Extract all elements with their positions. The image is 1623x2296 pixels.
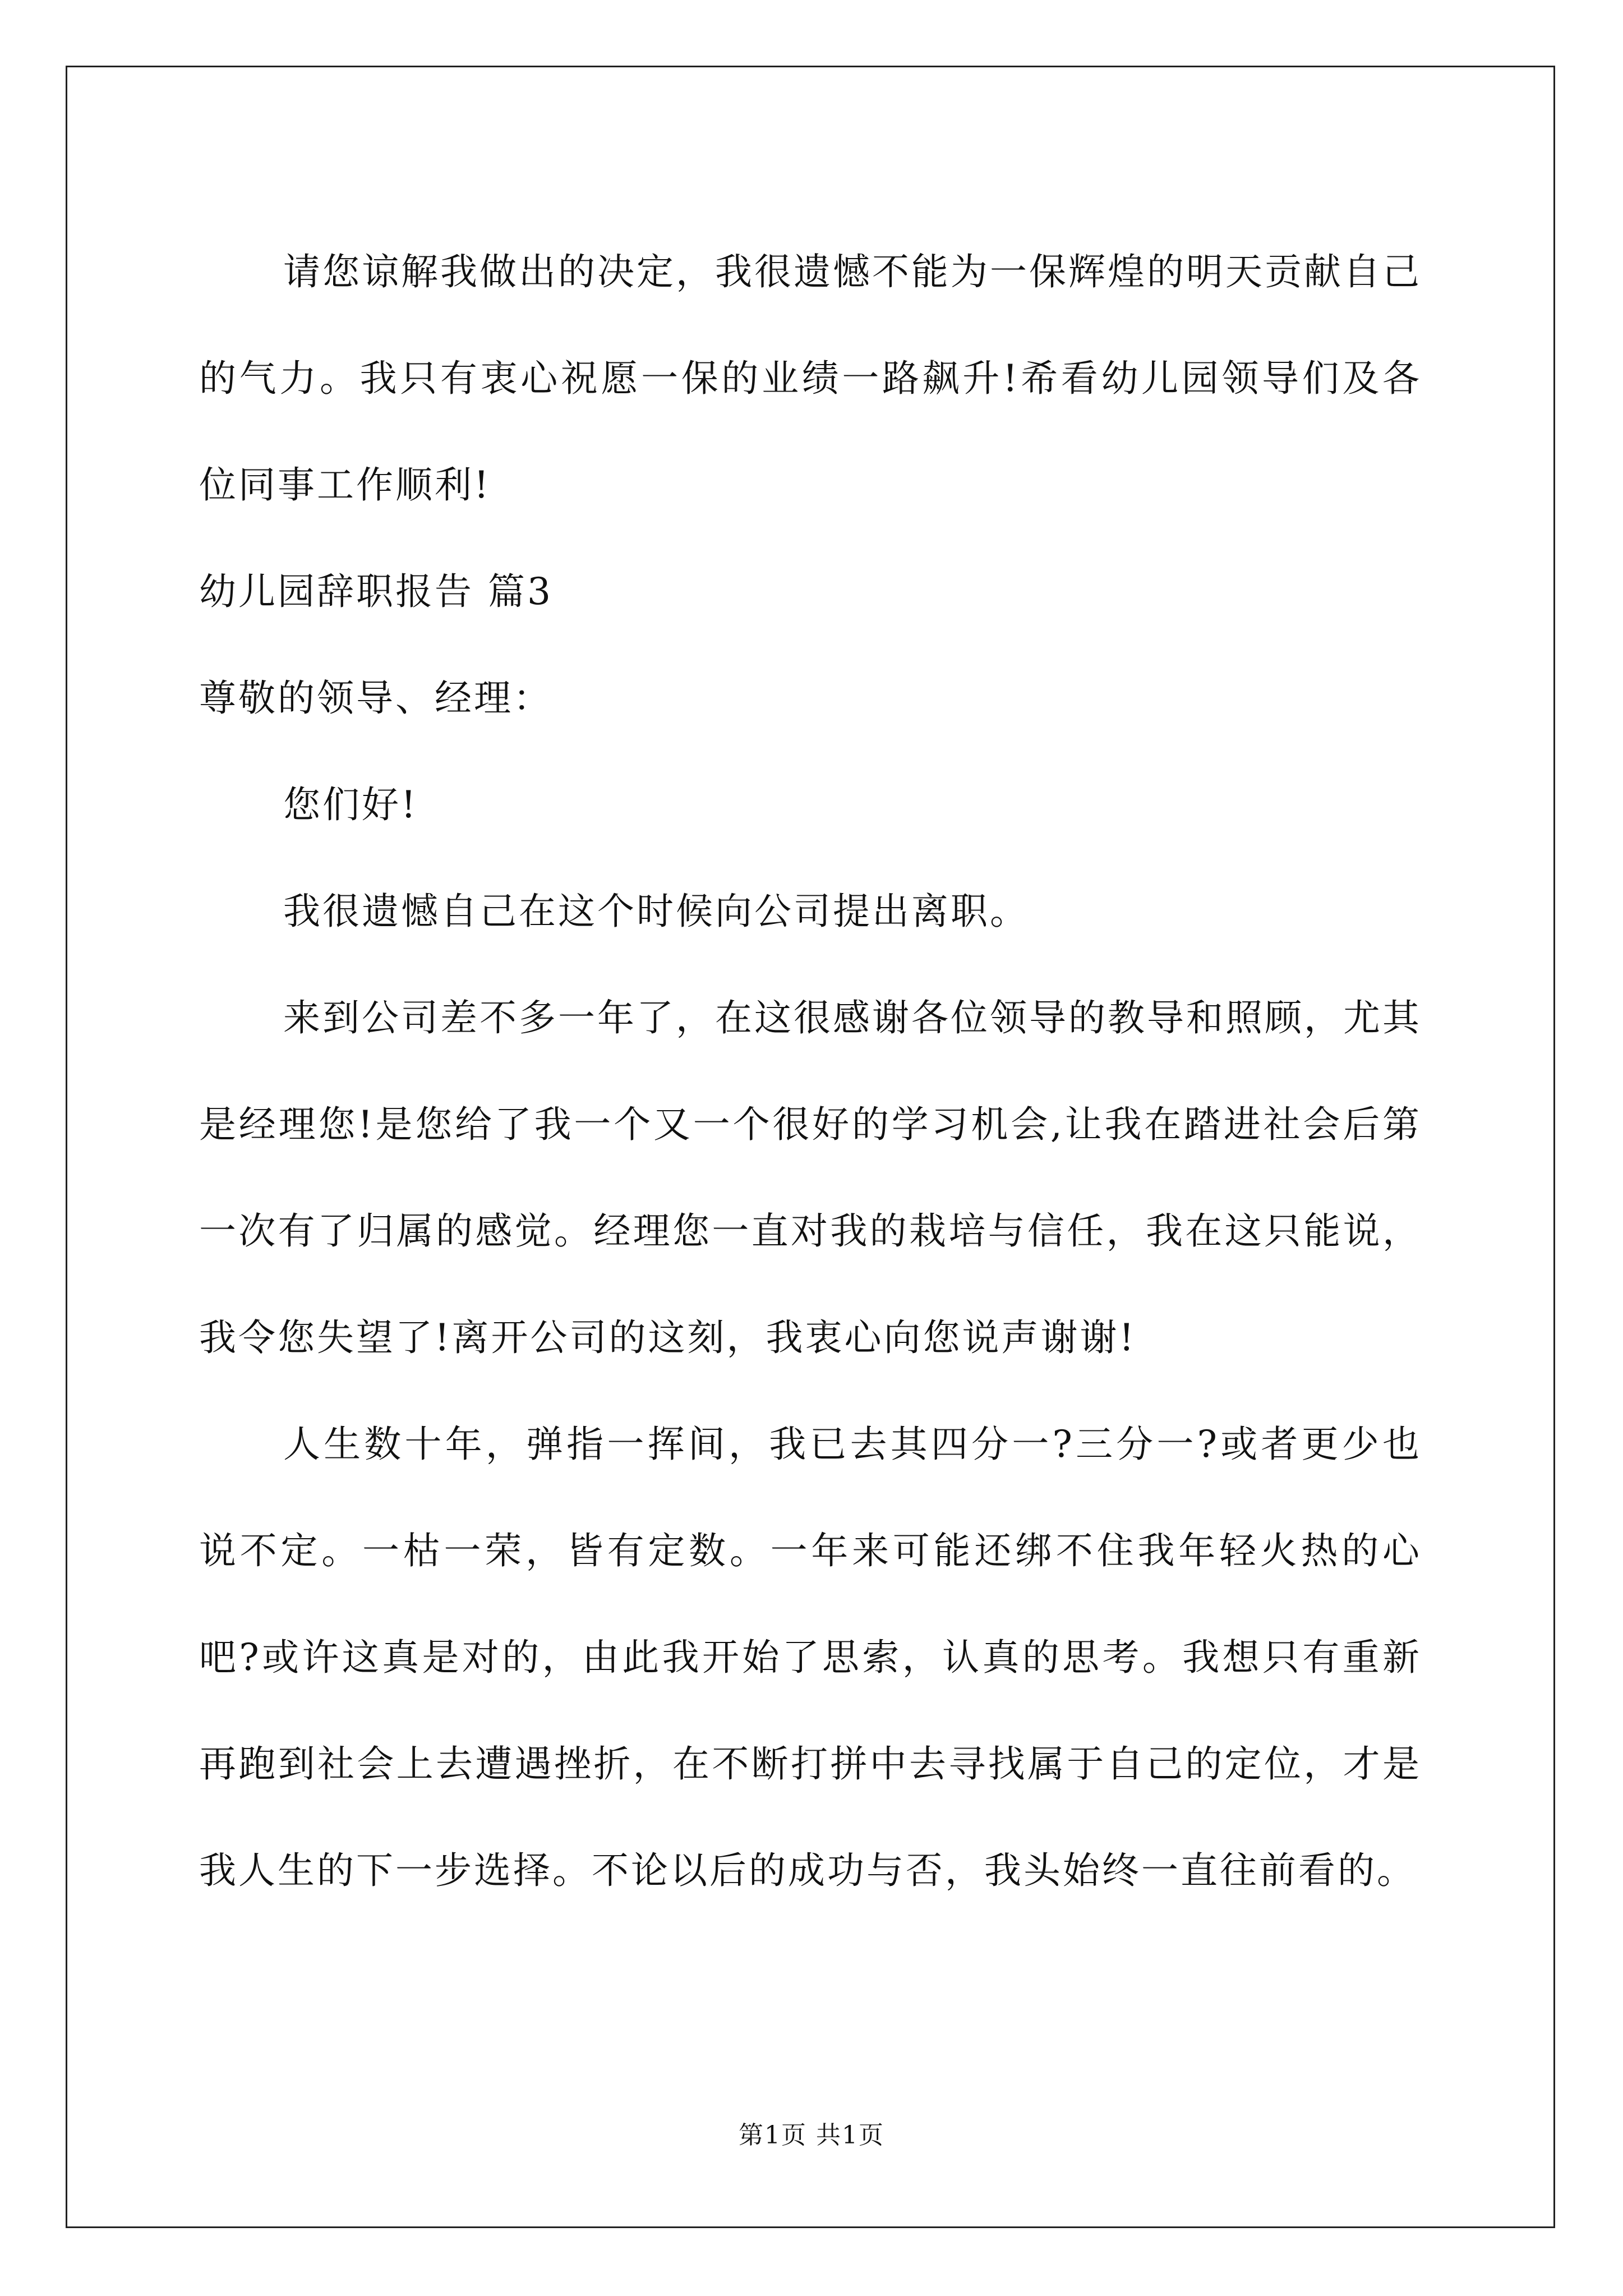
page-footer: 第1页 共1页 (739, 2121, 884, 2150)
section-heading: 幼儿园辞职报告 篇3 (199, 570, 553, 613)
body-paragraph-gratitude: 来到公司差不多一年了，在这很感谢各位领导的教导和照顾，尤其是经理您!是您给了我一个又一个很好的学习机会,让我在踏进社会后第一次有了归属的感觉。经理您一直对我的栽培与信任，我在这只能说，我令您失望了!离开公司的这刻，我衷心向您说声谢谢! (199, 996, 1422, 1359)
body-paragraph-reflection: 人生数十年，弹指一挥间，我已去其四分一?三分一?或者更少也说不定。一枯一荣，皆有定数。一年来可能还绑不住我年轻火热的心吧?或许这真是对的，由此我开始了思索，认真的思考。我想只有重新再跑到社会上去遭遇挫折，在不断打拼中去寻找属于自己的定位，才是我人生的下一步选择。不论以后的成功与否，我头始终一直往前看的。 (199, 1423, 1422, 1892)
document-body (199, 219, 1422, 1924)
greeting: 您们好! (283, 783, 418, 826)
closing-paragraph: 请您谅解我做出的决定，我很遗憾不能为一保辉煌的明天贡献自己的气力。我只有衷心祝愿一保的业绩一路飙升!希看幼儿园领导们及各位同事工作顺利! (199, 250, 1422, 507)
salutation: 尊敬的领导、经理： (199, 677, 552, 720)
body-paragraph-intent: 我很遗憾自己在这个时候向公司提出离职。 (283, 890, 1029, 933)
